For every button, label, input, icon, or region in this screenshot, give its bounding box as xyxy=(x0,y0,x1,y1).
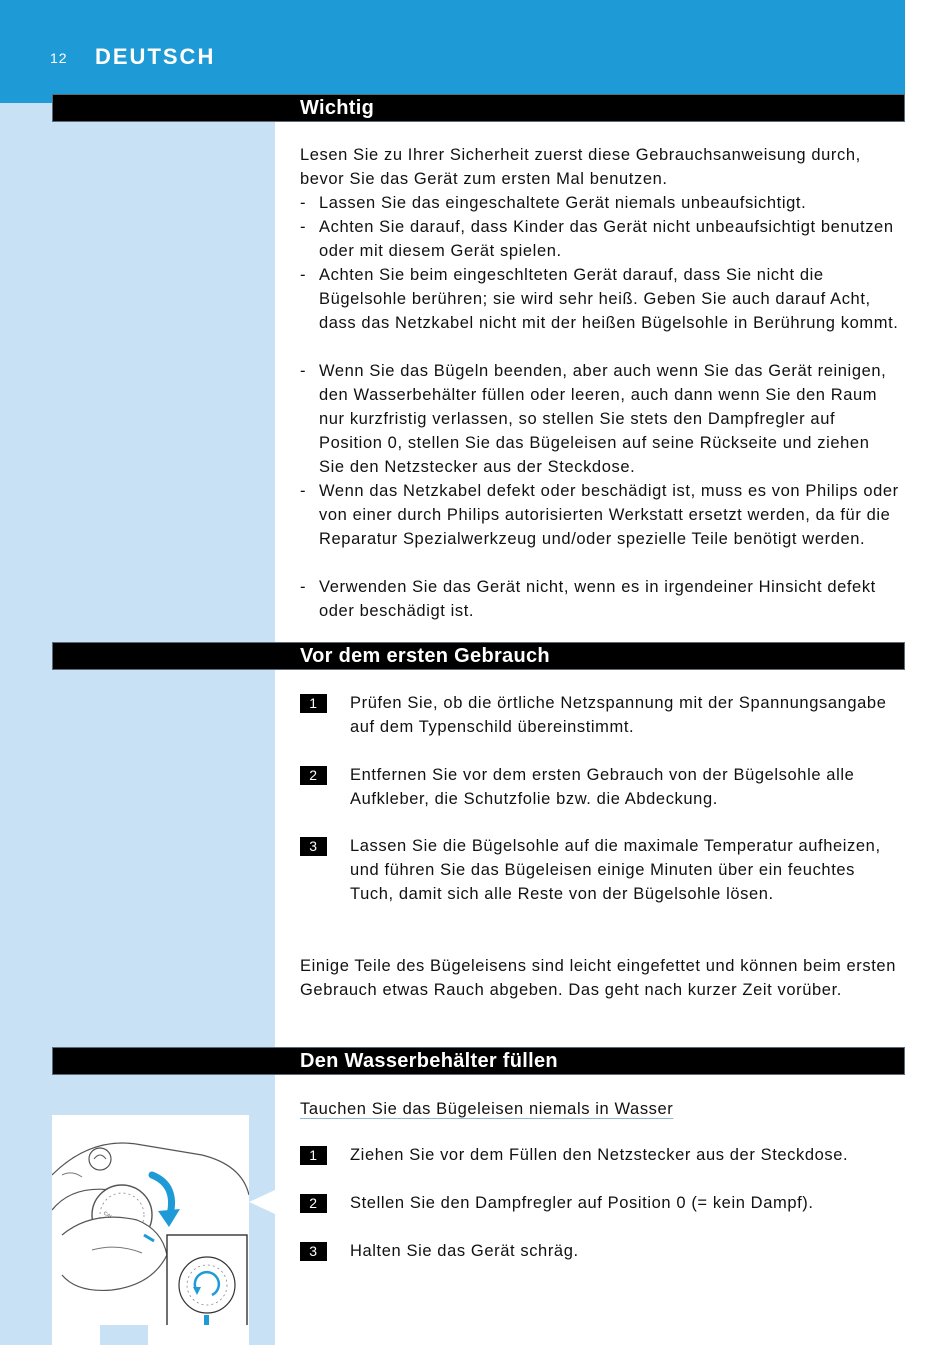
step-text: Lassen Sie die Bügelsohle auf die maximale Temperatur aufheizen, und führen Sie das Bügeleisen einige Minuten über ein feuchtes Tuch, damit sich alle Reste von der Bügelsohle lösen. xyxy=(350,837,881,903)
step-item xyxy=(300,1143,900,1167)
step-text: Halten Sie das Gerät schräg. xyxy=(350,1242,579,1260)
intro-paragraph: Lesen Sie zu Ihrer Sicherheit zuerst diese Gebrauchsanweisung durch, bevor Sie das Gerät zum ersten Mal benutzen. xyxy=(300,146,861,188)
section-title-wasser: Den Wasserbehälter füllen xyxy=(300,1050,558,1072)
step-text: Entfernen Sie vor dem ersten Gebrauch von der Bügelsohle alle Aufkleber, die Schutzfolie bzw. die Abdeckung. xyxy=(350,766,855,808)
list-item-text: Achten Sie darauf, dass Kinder das Gerät nicht unbeaufsichtigt benutzen oder mit diesem Gerät spielen. xyxy=(319,218,894,260)
language-title: DEUTSCH xyxy=(95,44,216,69)
section-title-vor-gebrauch: Vor dem ersten Gebrauch xyxy=(300,645,550,667)
step-number-badge: 3 xyxy=(300,1242,327,1261)
step-number-badge: 2 xyxy=(300,766,327,785)
list-item: - Achten Sie darauf, dass Kinder das Gerät nicht unbeaufsichtigt benutzen oder mit diesem Gerät spielen. xyxy=(300,215,900,263)
step-number-badge: 3 xyxy=(300,837,327,856)
list-item: - Achten Sie beim eingeschlteten Gerät darauf, dass Sie nicht die Bügelsohle berühren; sie wird sehr heiß. Geben Sie auch darauf Acht, dass das Netzkabel nicht mit der heißen Bügelsohle in Berührung kommt. xyxy=(300,263,900,335)
right-margin xyxy=(905,0,950,1345)
page-number: 12 xyxy=(50,50,68,66)
iron-dial-illustration xyxy=(52,1115,249,1345)
step-number-badge: 2 xyxy=(300,1194,327,1213)
note-paragraph: Einige Teile des Bügeleisens sind leicht eingefettet und können beim ersten Gebrauch etwas Rauch abgeben. Das geht nach kurzer Zeit vorüber. xyxy=(300,957,896,999)
list-item-text: Achten Sie beim eingeschlteten Gerät darauf, dass Sie nicht die Bügelsohle berühren; sie wird sehr heiß. Geben Sie auch darauf Acht, dass das Netzkabel nicht mit der heißen Bügelsohle in Berührung kommt. xyxy=(319,266,899,332)
illustration-pointer xyxy=(249,1190,275,1214)
list-item-text: Wenn Sie das Bügeln beenden, aber auch wenn Sie das Gerät reinigen, den Wasserbehälter füllen oder leeren, auch dann wenn Sie den Raum nur kurzfristig verlassen, so stellen Sie stets den Dampfregler auf Position 0, stellen Sie das Bügeleisen auf seine Rückseite und ziehen Sie den Netzstecker aus der Steckdose. xyxy=(319,362,887,476)
step-item xyxy=(300,763,900,811)
list-item-text: Verwenden Sie das Gerät nicht, wenn es in irgendeiner Hinsicht defekt oder beschädigt ist. xyxy=(319,578,876,620)
step-item xyxy=(300,834,900,906)
step-number-badge: 1 xyxy=(300,694,327,713)
step-item xyxy=(300,1239,900,1263)
list-item: - Verwenden Sie das Gerät nicht, wenn es in irgendeiner Hinsicht defekt oder beschädigt ist. xyxy=(300,575,900,623)
step-text: Ziehen Sie vor dem Füllen den Netzstecker aus der Steckdose. xyxy=(350,1146,849,1164)
step-item xyxy=(300,691,900,739)
list-item: - Wenn das Netzkabel defekt oder beschädigt ist, muss es von Philips oder von einer durch Philips autorisierten Werkstatt ersetzt werden, da für die Reparatur Spezialwerkzeug und/oder spezielle Teile benötigt werden. xyxy=(300,479,900,551)
step-item xyxy=(300,1191,900,1215)
warning-text: Tauchen Sie das Bügeleisen niemals in Wasser xyxy=(300,1100,674,1118)
list-item-text: Wenn das Netzkabel defekt oder beschädigt ist, muss es von Philips oder von einer durch Philips autorisierten Werkstatt ersetzt werden, da für die Reparatur Spezialwerkzeug und/oder spezielle Teile benötigt werden. xyxy=(319,482,899,548)
list-item: - Wenn Sie das Bügeln beenden, aber auch wenn Sie das Gerät reinigen, den Wasserbehälter füllen oder leeren, auch dann wenn Sie den Raum nur kurzfristig verlassen, so stellen Sie stets den Dampfregler auf Position 0, stellen Sie das Bügeleisen auf seine Rückseite und ziehen Sie den Netzstecker aus der Steckdose. xyxy=(300,359,900,479)
list-item: - Lassen Sie das eingeschaltete Gerät niemals unbeaufsichtigt. xyxy=(300,191,900,215)
section-bar-wichtig xyxy=(52,94,905,122)
step-text: Stellen Sie den Dampfregler auf Position 0 (= kein Dampf). xyxy=(350,1194,814,1212)
iron-dial-drawing xyxy=(52,1115,249,1345)
step-text: Prüfen Sie, ob die örtliche Netzspannung mit der Spannungsangabe auf dem Typenschild übereinstimmt. xyxy=(350,694,887,736)
step-number-badge: 1 xyxy=(300,1146,327,1165)
list-item-text: Lassen Sie das eingeschaltete Gerät niemals unbeaufsichtigt. xyxy=(319,194,807,212)
warning-line xyxy=(300,1097,900,1121)
section-title-wichtig: Wichtig xyxy=(300,97,375,119)
